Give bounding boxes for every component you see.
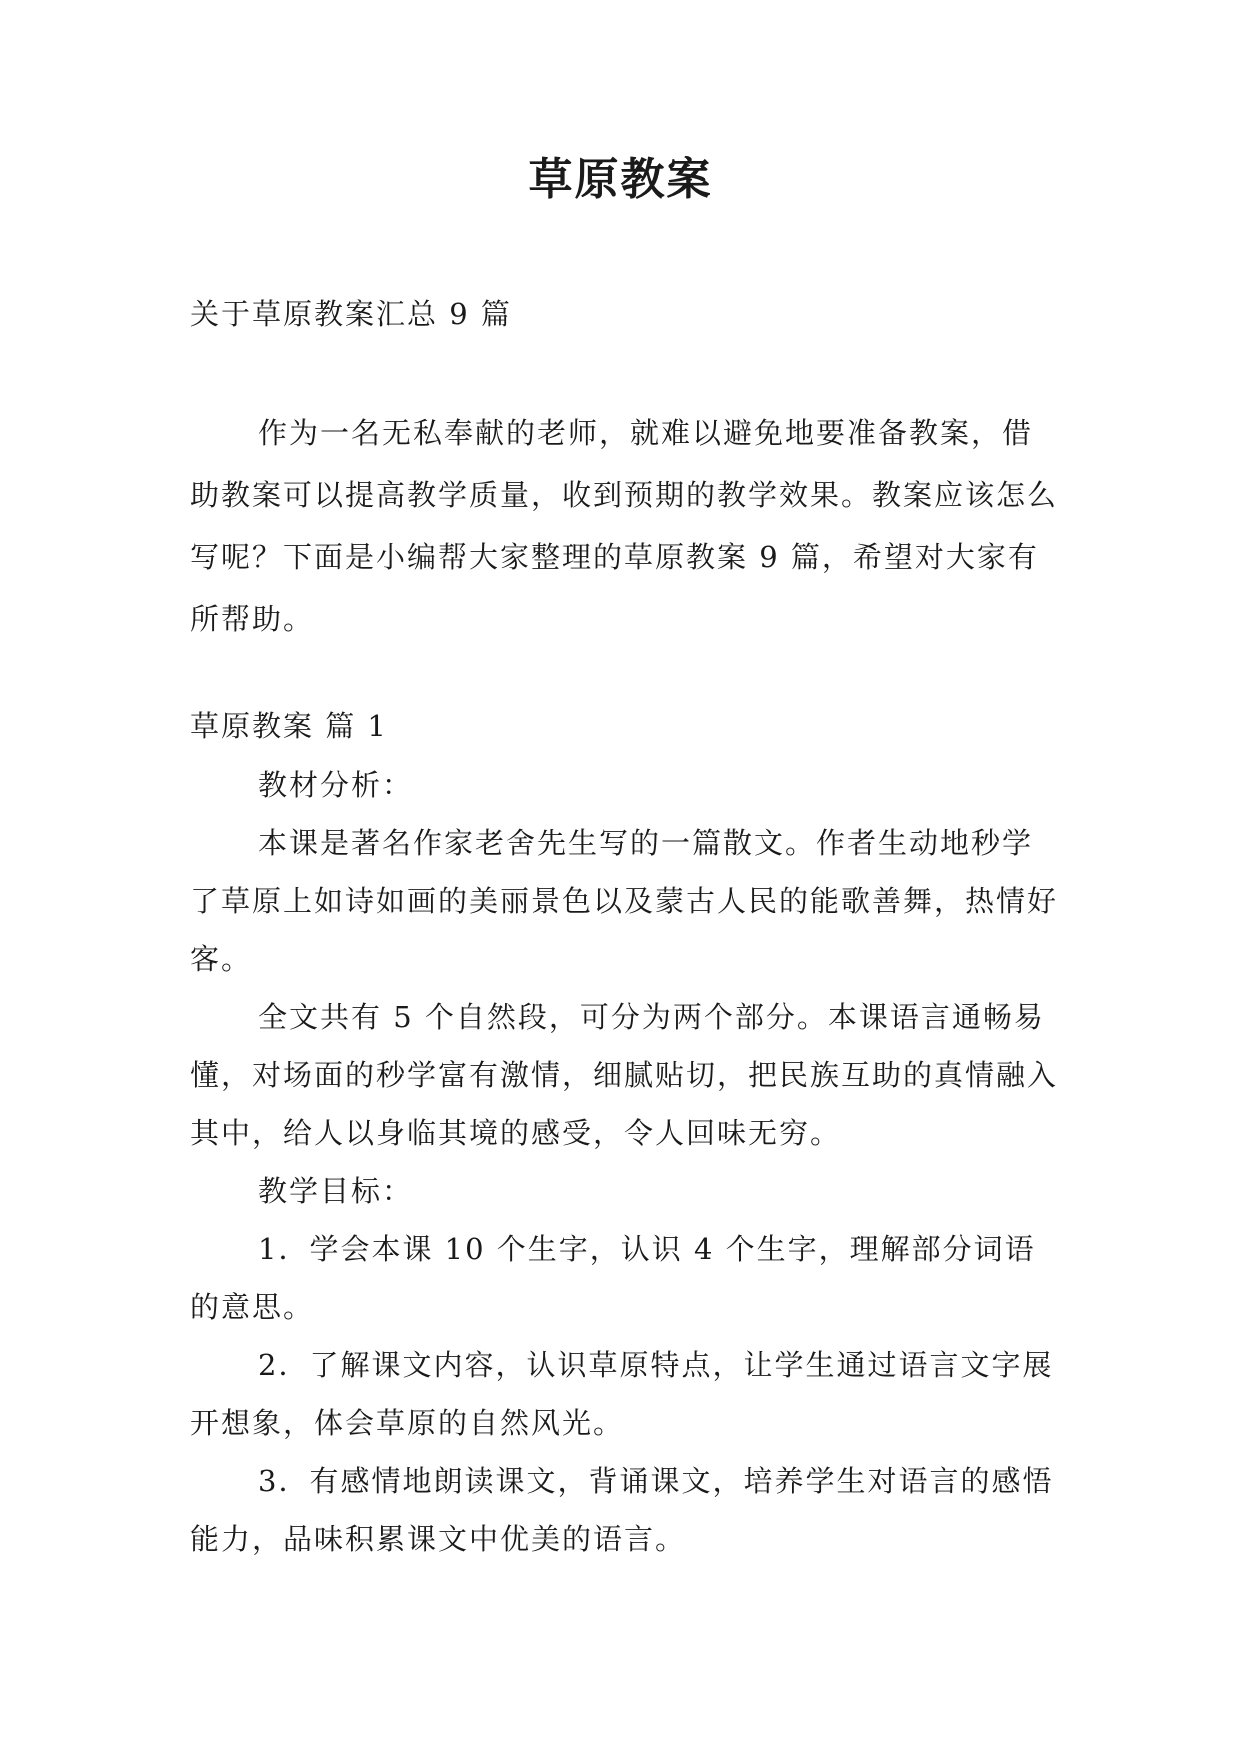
paragraph-material-analysis-1: 本课是著名作家老舍先生写的一篇散文。作者生动地秒学了草原上如诗如画的美丽景色以及蒙古人民的能歌善舞，热情好客。 [190,826,1059,976]
paragraph-goal-1: 1．学会本课 10 个生字，认识 4 个生字，理解部分词语的意思。 [190,1232,1036,1324]
document-subtitle: 关于草原教案汇总 9 篇 [190,297,512,331]
document-title: 草原教案 [528,154,713,205]
paragraph-material-analysis-heading: 教材分析： [258,768,414,802]
paragraph-goal-3: 3．有感情地朗读课文，背诵课文，培养学生对语言的感悟能力，品味积累课文中优美的语言。 [190,1464,1054,1556]
paragraph-material-analysis-2: 全文共有 5 个自然段，可分为两个部分。本课语言通畅易懂，对场面的秒学富有激情，细腻贴切，把民族互助的真情融入其中，给人以身临其境的感受，令人回味无穷。 [190,1000,1059,1150]
section-heading: 草原教案 篇 1 [190,709,388,743]
paragraph-teaching-goals-heading: 教学目标： [258,1174,414,1208]
paragraph-goal-2: 2．了解课文内容，认识草原特点，让学生通过语言文字展开想象，体会草原的自然风光。 [190,1348,1054,1440]
intro-paragraph: 作为一名无私奉献的老师，就难以避免地要准备教案，借助教案可以提高教学质量，收到预期的教学效果。教案应该怎么写呢？下面是小编帮大家整理的草原教案 9 篇，希望对大家有所帮助。 [190,416,1059,636]
